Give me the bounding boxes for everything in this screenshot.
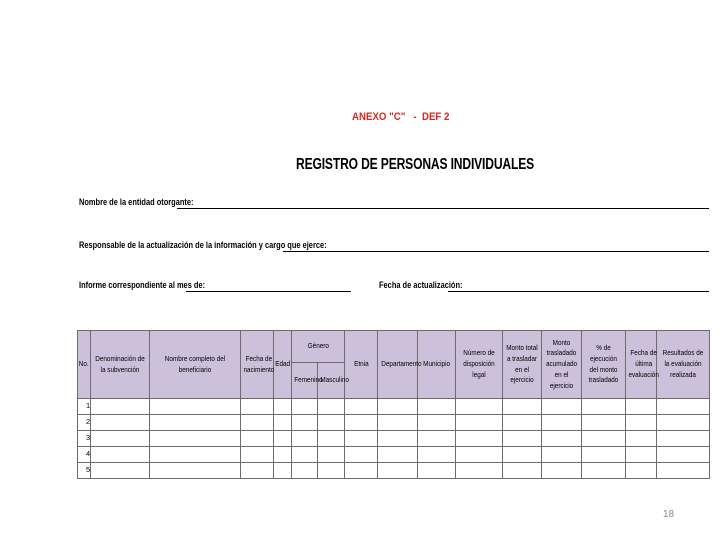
row-number: 1 (78, 399, 91, 415)
col-departamento: Departamento (378, 331, 418, 399)
col-genero: Género (292, 331, 345, 363)
update-date-label: Fecha de actualización: (379, 280, 463, 290)
col-municipio: Municipio (418, 331, 456, 399)
report-month-label: Informe correspondiente al mes de: (79, 280, 206, 290)
responsible-line (283, 251, 709, 252)
col-no: No. (78, 331, 91, 399)
report-month-line (186, 291, 351, 292)
table-row (78, 431, 710, 447)
col-resultados: Resultados de la evaluación realizada (657, 331, 710, 399)
col-subvencion: Denominación de la subvención (91, 331, 150, 399)
page-title: REGISTRO DE PERSONAS INDIVIDUALES (296, 156, 535, 173)
table-row (78, 415, 710, 431)
annex-label: ANEXO "C" - DEF 2 (352, 111, 450, 123)
col-monto-acumulado: Monto trasladado acumulado en el ejercicio (542, 331, 582, 399)
row-number: 3 (78, 431, 91, 447)
table-row (78, 399, 710, 415)
col-etnia: Etnia (345, 331, 378, 399)
col-disposicion: Número de disposición legal (456, 331, 503, 399)
col-masculino: Masculino (318, 363, 345, 399)
page-number: 18 (663, 509, 675, 520)
table-row (78, 447, 710, 463)
entity-label: Nombre de la entidad otorgante: (79, 197, 194, 207)
responsible-label: Responsable de la actualización de la información y cargo que ejerce: (79, 240, 327, 250)
table-row (78, 463, 710, 479)
entity-line (177, 208, 709, 209)
col-porcentaje: % de ejecución del monto trasladado (582, 331, 626, 399)
row-number: 2 (78, 415, 91, 431)
update-date-line (448, 291, 709, 292)
registry-table (77, 330, 710, 479)
col-ultima-evaluacion: Fecha de última evaluación (626, 331, 657, 399)
col-nacimiento: Fecha de nacimiento (241, 331, 274, 399)
row-number: 5 (78, 463, 91, 479)
col-edad: Edad (274, 331, 292, 399)
col-monto-total: Monto total a trasladar en el ejercicio (503, 331, 542, 399)
col-beneficiario: Nombre completo del beneficiario (150, 331, 241, 399)
row-number: 4 (78, 447, 91, 463)
col-femenino: Femenino (292, 363, 318, 399)
